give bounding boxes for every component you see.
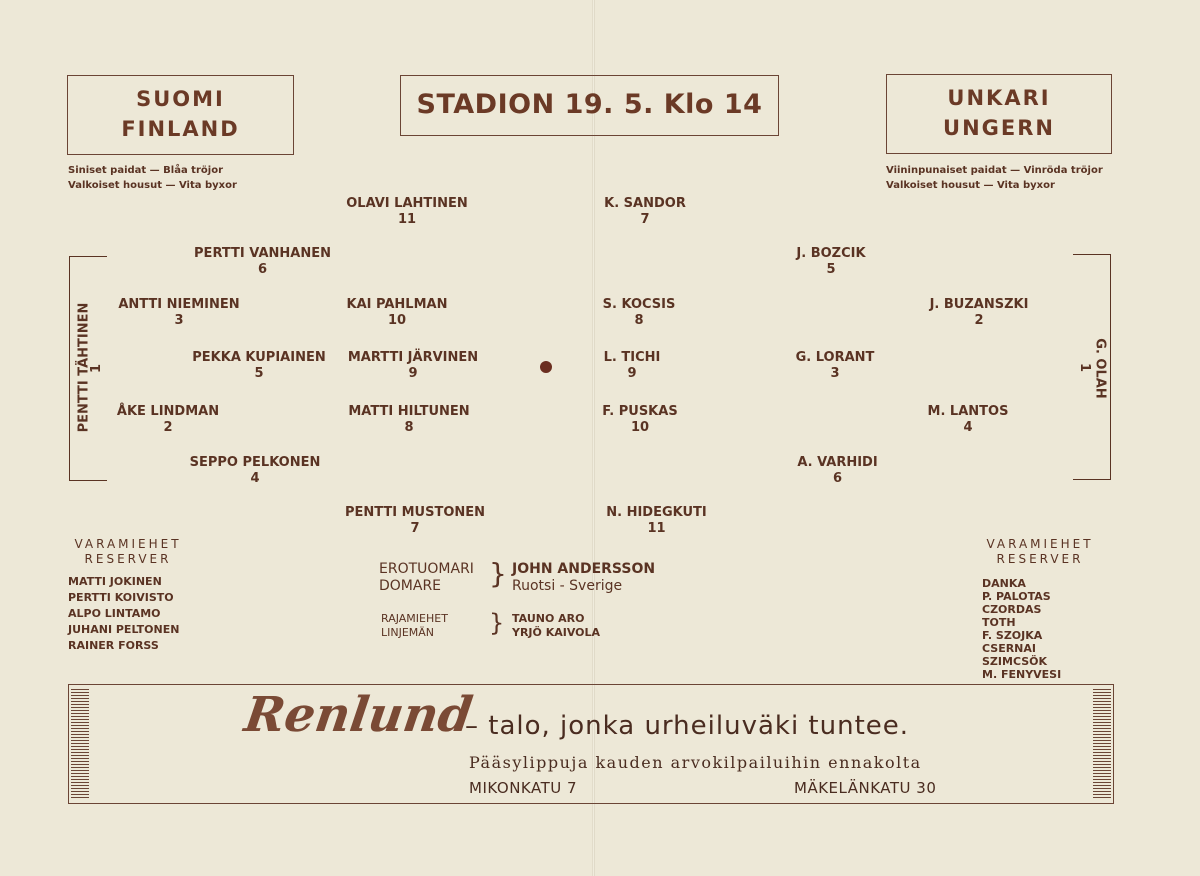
address-left: MIKONKATU 7 (469, 779, 578, 797)
player-number: 8 (634, 313, 644, 328)
reserve-player: M. FENYVESI (982, 668, 1062, 681)
player-number: 3 (174, 313, 184, 328)
home-kit-shirts: Siniset paidat — Blåa tröjor (68, 165, 223, 176)
player-number: 7 (640, 212, 650, 227)
home-player (185, 350, 333, 382)
player-name: N. HIDEGKUTI (606, 505, 707, 520)
advert-box (68, 684, 1114, 804)
player-number: 3 (830, 366, 840, 381)
right-border-ornament (1093, 689, 1111, 799)
referee-brace: } (489, 557, 507, 590)
player-name: A. VARHIDI (797, 455, 878, 470)
player-number: 9 (627, 366, 637, 381)
player-name: MATTI HILTUNEN (348, 404, 470, 419)
linesman-1: TAUNO ARO (512, 612, 585, 625)
player-name: ANTTI NIEMINEN (118, 297, 240, 312)
player-number: 9 (408, 366, 418, 381)
away-player (790, 246, 872, 278)
reserve-player: ALPO LINTAMO (68, 607, 161, 620)
home-player (109, 297, 249, 329)
away-player (790, 455, 885, 487)
reserve-player: JUHANI PELTONEN (68, 623, 180, 636)
player-number: 6 (832, 471, 843, 486)
referee-info (512, 561, 655, 595)
reserve-player: SZIMCSÖK (982, 655, 1048, 668)
player-name: OLAVI LAHTINEN (346, 196, 468, 211)
referee-label (379, 561, 474, 595)
player-name: PEKKA KUPIAINEN (192, 350, 326, 365)
player-name: PERTTI VANHANEN (194, 246, 331, 261)
home-player (338, 196, 476, 228)
player-number: 11 (647, 521, 666, 536)
away-player (600, 350, 664, 382)
player-number: 4 (250, 471, 260, 486)
home-player (338, 505, 492, 537)
home-reserves-list (68, 574, 179, 654)
brand-logo: Renlund (241, 687, 476, 743)
home-player (109, 404, 227, 436)
away-player (922, 297, 1036, 329)
away-team-name-fi: UNKARI (947, 86, 1051, 110)
player-number: 6 (257, 262, 268, 277)
player-number: 5 (254, 366, 264, 381)
linesmen-label-fi: RAJAMIEHET (381, 612, 448, 625)
away-goalkeeper-number: 1 (1077, 362, 1093, 373)
away-player (600, 196, 690, 228)
player-name: J. BOZCIK (796, 246, 866, 261)
referee-label-fi: EROTUOMARI (379, 561, 474, 577)
player-number: 10 (387, 313, 407, 328)
away-team-box (886, 74, 1112, 154)
reserve-player: MATTI JOKINEN (68, 575, 162, 588)
player-name: S. KOCSIS (602, 297, 676, 312)
away-player (597, 404, 683, 436)
away-kit (886, 163, 1103, 193)
reserves-heading-fi: VARAMIEHET (74, 537, 182, 551)
home-player (338, 350, 488, 382)
home-team-box (67, 75, 294, 155)
referee-country: Ruotsi - Sverige (512, 578, 623, 594)
home-player (338, 297, 456, 329)
player-number: 4 (963, 420, 973, 435)
player-number: 10 (630, 420, 650, 435)
away-player (600, 505, 713, 537)
match-title: STADION 19. 5. Klo 14 (416, 89, 763, 120)
player-name: G. LORANT (795, 350, 875, 365)
player-number: 2 (974, 313, 984, 328)
referee-label-sv: DOMARE (379, 578, 442, 594)
home-reserves-heading (68, 537, 188, 567)
reserve-player: CSERNAI (982, 642, 1036, 655)
player-name: MARTTI JÄRVINEN (347, 350, 479, 365)
away-kit-shorts: Valkoiset housut — Vita byxor (886, 180, 1055, 191)
address-right: MÄKELÄNKATU 30 (794, 779, 937, 797)
player-number: 8 (404, 420, 414, 435)
match-title-box (400, 75, 779, 136)
linesman-2: YRJÖ KAIVOLA (512, 626, 601, 639)
reserve-player: TOTH (982, 616, 1016, 629)
player-number: 11 (397, 212, 417, 227)
reserve-player: P. PALOTAS (982, 590, 1051, 603)
reserves-heading-sv: RESERVER (84, 552, 172, 566)
home-player (338, 404, 480, 436)
linesmen-label (381, 612, 448, 640)
player-name: PENTTI MUSTONEN (344, 505, 486, 520)
reserves-heading-sv: RESERVER (996, 552, 1084, 566)
home-goalkeeper-number: 1 (89, 363, 105, 374)
center-spot (540, 361, 552, 373)
away-goalkeeper (1093, 329, 1108, 409)
advert-slogan: – talo, jonka urheiluväki tuntee. (465, 711, 910, 741)
linesmen-label-sv: LINJEMÄN (381, 626, 435, 639)
home-kit (68, 163, 237, 193)
reserve-player: PERTTI KOIVISTO (68, 591, 174, 604)
linesmen-info (512, 612, 600, 640)
player-name: L. TICHI (603, 350, 661, 365)
away-kit-shirts: Viininpunaiset paidat — Vinröda tröjor (886, 165, 1103, 176)
home-kit-shorts: Valkoiset housut — Vita byxor (68, 180, 237, 191)
away-player (790, 350, 880, 382)
home-player (185, 246, 340, 278)
player-name: ÅKE LINDMAN (116, 404, 220, 419)
away-reserves-heading (978, 537, 1102, 567)
reserve-player: CZORDAS (982, 603, 1042, 616)
player-name: KAI PAHLMAN (346, 297, 448, 312)
player-name: K. SANDOR (604, 196, 686, 211)
referee-name: JOHN ANDERSSON (512, 561, 656, 577)
home-team-name-fi: SUOMI (136, 87, 225, 111)
linesmen-brace: } (489, 609, 505, 637)
player-number: 5 (826, 262, 836, 277)
player-name: SEPPO PELKONEN (189, 455, 321, 470)
player-name: F. PUSKAS (602, 404, 678, 419)
reserve-player: DANKA (982, 577, 1026, 590)
away-team-name-sv: UNGERN (943, 116, 1055, 140)
player-name: J. BUZANSZKI (929, 297, 1029, 312)
away-player (922, 404, 1014, 436)
reserves-heading-fi: VARAMIEHET (986, 537, 1094, 551)
away-player (600, 297, 678, 329)
left-border-ornament (71, 689, 89, 799)
player-name: M. LANTOS (927, 404, 1009, 419)
home-player (185, 455, 325, 487)
advert-tickets-text: Pääsylippuja kauden arvokilpailuihin ennakolta (469, 753, 922, 772)
player-number: 7 (410, 521, 420, 536)
player-number: 2 (163, 420, 173, 435)
home-team-name-sv: FINLAND (121, 117, 240, 141)
reserve-player: F. SZOJKA (982, 629, 1043, 642)
away-goalkeeper-name: G. OLAH (1092, 338, 1108, 399)
reserve-player: RAINER FORSS (68, 639, 159, 652)
away-reserves-list (982, 577, 1061, 681)
home-goalkeeper-name: PENTTI TÄHTINEN (76, 302, 92, 433)
